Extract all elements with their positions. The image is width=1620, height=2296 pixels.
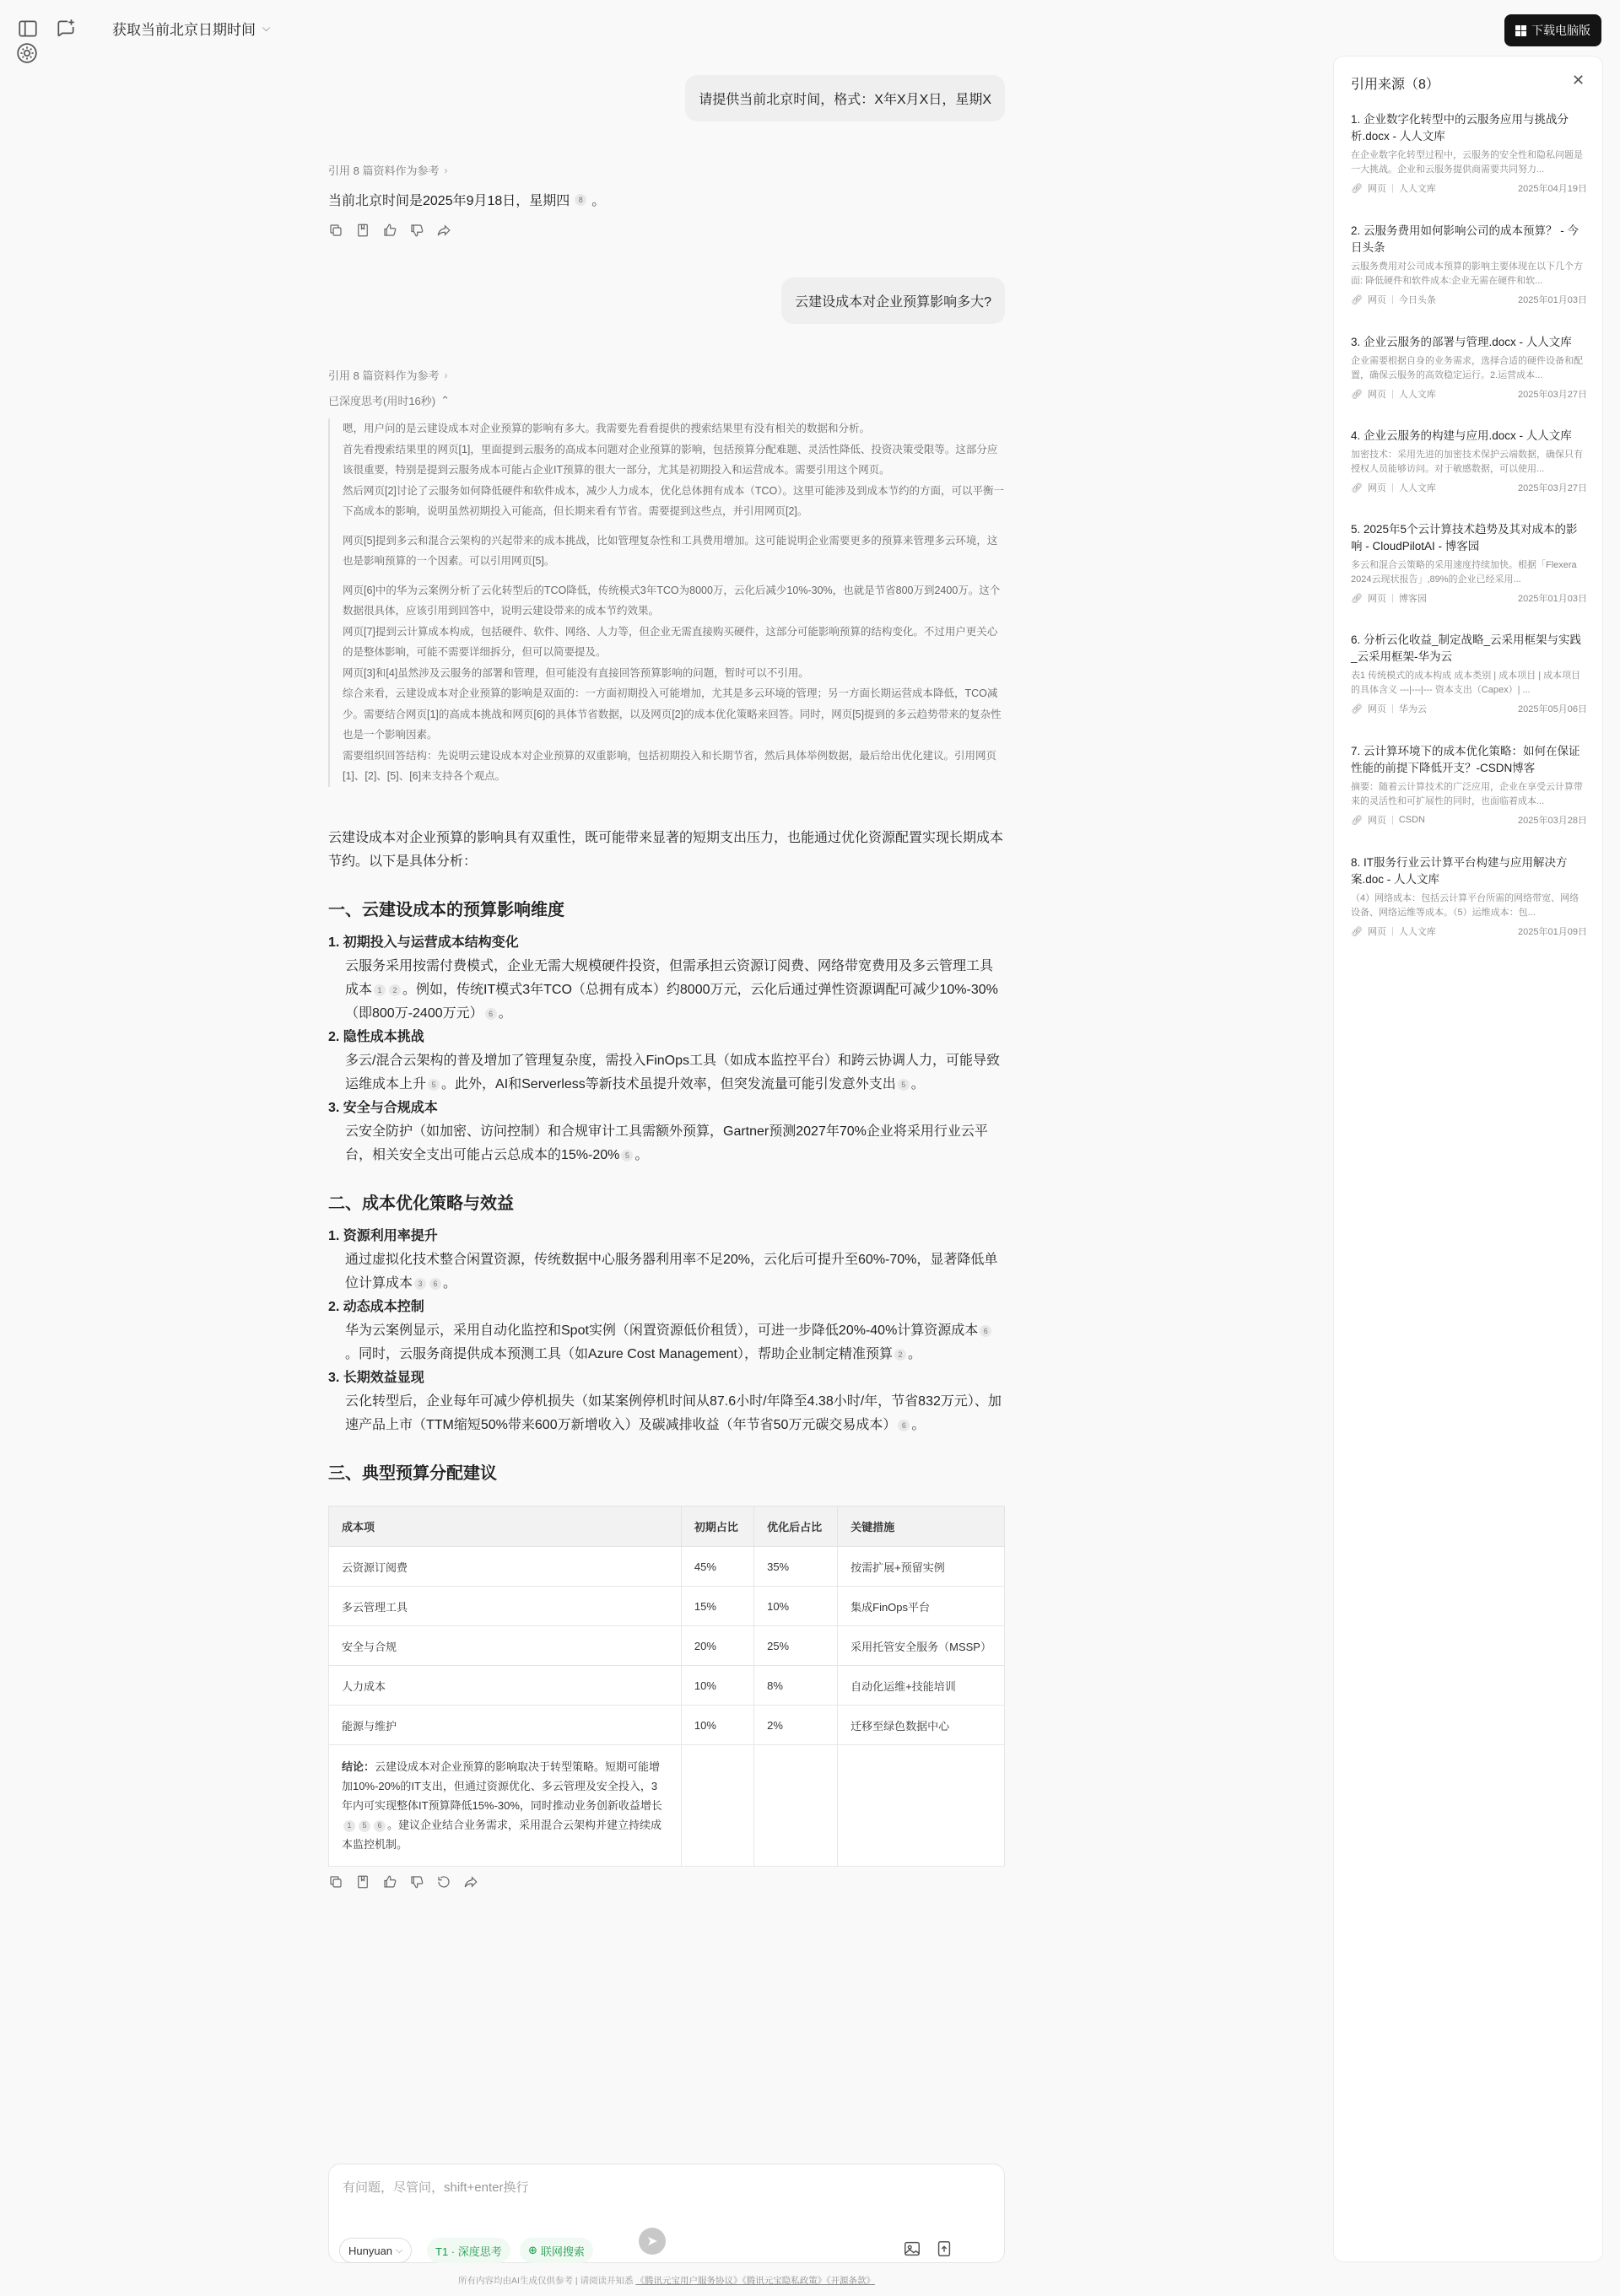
list-item-title: 2. 动态成本控制	[328, 1300, 424, 1314]
list-item-text: 。	[443, 1276, 457, 1291]
settings-icon[interactable]	[16, 42, 38, 64]
table-cell: 集成FinOps平台	[838, 1587, 1005, 1626]
table-cell: 20%	[681, 1626, 753, 1666]
footer	[328, 2274, 1005, 2287]
regenerate-icon[interactable]	[436, 1874, 451, 1889]
conclusion-text: 云建设成本对企业预算的影响取决于转型策略。短期可能增加10%-20%的IT支出，但通过资源优化、多云管理及安全投入，3年内可实现整体IT预算降低15%-30%，同时推动业务创新收益增长	[342, 1760, 662, 1812]
table-header: 优化后占比	[754, 1506, 838, 1547]
list-item-title: 1. 资源利用率提升	[328, 1229, 438, 1243]
reasoning-paragraph: 综合来看，云建设成本对企业预算的影响是双面的：一方面初期投入可能增加，尤其是多云环境的管理；另一方面长期运营成本降低，TCO减少。需要结合网页[1]的高成本挑战和网页[6]的具体节省数据，以及网页[2]的成本优化策略来回答。同时，网页[5]提到的多云趋势带来的复杂性也是一个影响因素。	[343, 687, 1002, 741]
table-cell: 35%	[754, 1547, 838, 1587]
message-actions	[328, 1874, 478, 1889]
copy-icon[interactable]	[328, 1874, 343, 1889]
list-item-text: 云安全防护（如加密、访问控制）和合规审计工具需额外预算，Gartner预测2027年70%企业将采用行业云平台，相关安全支出可能占云总成本的15%-20%	[345, 1124, 988, 1162]
list-item-text: 。同时，云服务商提供成本预测工具（如Azure Cost Management），帮助企业制定精准预算	[345, 1347, 893, 1361]
table-cell: 按需扩展+预留实例	[838, 1547, 1005, 1587]
assistant-answer-long	[328, 827, 1005, 1495]
source-date: 2025年03月28日	[1518, 816, 1587, 826]
new-chat-icon[interactable]	[55, 18, 77, 40]
source-date: 2025年03月27日	[1518, 483, 1587, 493]
source-title: 8. IT服务行业云计算平台构建与应用解决方案.doc - 人人文库	[1351, 856, 1568, 886]
arrow-up-icon: ➤	[646, 2234, 658, 2249]
bookmark-icon[interactable]	[355, 1874, 370, 1889]
list-item-text: 。	[910, 1077, 925, 1091]
budget-table	[328, 1506, 1005, 1867]
sidebar-toggle-icon[interactable]	[17, 18, 39, 40]
deep-think-toggle[interactable]	[328, 392, 450, 408]
list-item-text: 通过虚拟化技术整合闲置资源，传统数据中心服务器利用率不足20%，云化后可提升至60%-70%，显著降低单位计算成本	[345, 1253, 998, 1291]
table-cell: 自动化运维+技能培训	[838, 1666, 1005, 1706]
reasoning-paragraph: 网页[7]提到云计算成本构成，包括硬件、软件、网络、人力等，但企业无需直接购买硬件，这部分可能影响预算的结构变化。不过用户更关心的是整体影响，可能不需要详细拆分，但可以简要提及。	[343, 625, 998, 658]
citation-badge[interactable]: 6	[485, 1008, 497, 1020]
reference-count[interactable]	[328, 162, 447, 178]
source-item[interactable]	[1351, 334, 1587, 401]
source-snippet: 加密技术：采用先进的加密技术保护云端数据，确保只有授权人员能够访问。对于敏感数据，可以使用...	[1351, 450, 1583, 474]
table-row-conclusion	[329, 1745, 1005, 1867]
source-title: 2. 云服务费用如何影响公司的成本预算？ - 今日头条	[1351, 224, 1580, 254]
table-cell: 人力成本	[329, 1666, 682, 1706]
chevron-right-icon: ›	[444, 369, 448, 381]
table-cell: 能源与维护	[329, 1706, 682, 1745]
table-cell: 25%	[754, 1626, 838, 1666]
reasoning-block	[328, 418, 1005, 787]
windows-icon	[1515, 25, 1526, 36]
citation-badge[interactable]: 6	[898, 1420, 910, 1431]
list-item	[328, 1097, 1005, 1167]
list-item	[328, 1225, 1005, 1296]
source-type: 网页	[1367, 594, 1386, 604]
reasoning-paragraph: 然后网页[2]讨论了云服务如何降低硬件和软件成本，减少人力成本，优化总体拥有成本（TCO）。这里可能涉及到成本节约的方面，可以平衡一下高成本的影响，说明虽然初期投入可能高，但长期来看有节省。需要提到这些点，并引用网页[2]。	[343, 484, 1005, 517]
source-type: 网页	[1367, 816, 1386, 826]
reference-count-text: 引用 8 篇资料作为参考	[328, 369, 440, 382]
table-cell: 迁移至绿色数据中心	[838, 1706, 1005, 1745]
list-item-body	[328, 1319, 1005, 1366]
source-site: 人人文库	[1398, 483, 1436, 493]
copy-icon[interactable]	[328, 223, 343, 238]
list-item-body	[328, 1120, 1005, 1167]
table-cell	[681, 1745, 753, 1867]
thumbs-up-icon[interactable]	[382, 223, 397, 238]
table-cell: 多云管理工具	[329, 1587, 682, 1626]
source-snippet: 多云和混合云策略的采用速度持续加快。根据「Flexera 2024云现状报告」,89%的企业已经采用...	[1351, 560, 1577, 585]
chevron-right-icon: ›	[444, 164, 448, 176]
source-site: 华为云	[1398, 704, 1427, 714]
table-cell: 2%	[754, 1706, 838, 1745]
source-site: 人人文库	[1398, 184, 1436, 194]
link-icon: 🔗︎	[1351, 294, 1363, 305]
list-item	[328, 1366, 1005, 1437]
image-upload-icon[interactable]	[903, 2239, 921, 2258]
table-cell	[838, 1745, 1005, 1867]
file-upload-icon[interactable]	[935, 2239, 953, 2258]
citation-badge[interactable]: 8	[575, 194, 586, 206]
source-item[interactable]	[1351, 428, 1587, 494]
footer-links[interactable]: 《腾讯元宝用户服务协议》《腾讯元宝隐私政策》《开源条款》	[635, 2276, 875, 2286]
source-meta: 🔗︎ 网页 | 华为云 2025年05月06日	[1351, 703, 1587, 714]
citation-badge[interactable]: 1	[343, 1820, 355, 1832]
source-snippet: 企业需要根据自身的业务需求，选择合适的硬件设备和配置，确保云服务的高效稳定运行。2.运营成本...	[1351, 356, 1583, 380]
table-cell: 云资源订阅费	[329, 1547, 682, 1587]
source-type: 网页	[1367, 927, 1386, 937]
citation-badge[interactable]: 5	[621, 1150, 633, 1161]
citation-badge[interactable]: 2	[389, 984, 401, 996]
assistant-answer	[328, 190, 605, 209]
table-cell: 45%	[681, 1547, 753, 1587]
source-date: 2025年05月06日	[1518, 704, 1587, 714]
source-site: 人人文库	[1398, 927, 1436, 937]
list-item-title: 2. 隐性成本挑战	[328, 1030, 424, 1044]
deep-think-chip[interactable]	[427, 2238, 510, 2263]
list-item-body	[328, 1390, 1005, 1437]
source-snippet: （4）网络成本：包括云计算平台所需的网络带宽、网络设备、网络运维等成本。（5）运维成本：包...	[1351, 893, 1580, 918]
source-title: 7. 云计算环境下的成本优化策略：如何在保证性能的前提下降低开支？-CSDN博客	[1351, 745, 1580, 774]
reference-count[interactable]	[328, 367, 447, 383]
source-meta: 🔗︎ 网页 | 人人文库 2025年04月19日	[1351, 183, 1587, 194]
source-site: 今日头条	[1398, 295, 1436, 305]
close-icon[interactable]: ✕	[1572, 72, 1585, 89]
top-bar	[0, 0, 1620, 59]
source-title: 3. 企业云服务的部署与管理.docx - 人人文库	[1351, 336, 1572, 348]
conclusion-label: 结论：	[342, 1760, 375, 1773]
source-meta: 🔗︎ 网页 | 博客园 2025年01月03日	[1351, 593, 1587, 604]
sources-title: 引用来源（8）	[1351, 78, 1439, 92]
conversation-title-text: 获取当前北京日期时间	[112, 22, 256, 38]
reasoning-paragraph: 嗯，用户问的是云建设成本对企业预算的影响有多大。我需要先看看提供的搜索结果里有没有相关的数据和分析。	[343, 423, 871, 434]
table-header-row	[329, 1506, 1005, 1547]
citation-badge[interactable]: 2	[894, 1349, 906, 1361]
table-header: 初期占比	[681, 1506, 753, 1547]
list-item-body	[328, 955, 1005, 1026]
web-search-label: 联网搜索	[540, 2245, 585, 2258]
source-snippet: 在企业数字化转型过程中，云服务的安全性和隐私问题是一大挑战。企业和云服务提供商需要共同努力...	[1351, 150, 1583, 175]
footer-text: 所有内容均由AI生成仅供参考 | 请阅读并知悉	[458, 2276, 634, 2286]
chevron-up-icon: ⌃	[440, 393, 451, 407]
list-item-text: 云化转型后，企业每年可减少停机损失（如某案例停机时间从87.6小时/年降至4.38小时/年，节省832万元）、加速产品上市（TTM缩短50%带来600万新增收入）及碳减排收益（年节省50万元碳交易成本）	[345, 1394, 1002, 1432]
conclusion-end: 。建议企业结合业务需求，采用混合云架构并建立持续成本监控机制。	[342, 1819, 662, 1851]
reasoning-paragraph: 首先看搜索结果里的网页[1]，里面提到云服务的高成本问题对企业预算的影响，包括预算分配难题、灵活性降低、投资决策受限等。这部分应该很重要，特别是提到云服务成本可能占企业IT预算的很大一部分，尤其是初期投入和运营成本。需要引用这个网页。	[343, 443, 998, 476]
table-header: 成本项	[329, 1506, 682, 1547]
list-item-body	[328, 1049, 1005, 1097]
reasoning-paragraph: 网页[5]提到多云和混合云架构的兴起带来的成本挑战，比如管理复杂性和工具费用增加。这可能说明企业需要更多的预算来管理多云环境，这也是影响预算的一个因素。可以引用网页[5]。	[343, 534, 998, 567]
source-date: 2025年01月03日	[1518, 594, 1587, 604]
share-icon[interactable]	[463, 1874, 478, 1889]
web-search-chip[interactable]	[520, 2238, 593, 2263]
message-actions	[328, 223, 451, 238]
source-meta: 🔗︎ 网页 | 人人文库 2025年01月09日	[1351, 926, 1587, 937]
citation-badge[interactable]: 6	[374, 1820, 386, 1832]
answer-end: 。	[591, 194, 606, 208]
list-item-text: 。此外，AI和Serverless等新技术虽提升效率，但突发流量可能引发意外支出	[441, 1077, 896, 1091]
source-type: 网页	[1367, 184, 1386, 194]
sources-panel	[1333, 56, 1603, 2262]
source-date: 2025年04月19日	[1518, 184, 1587, 194]
table-cell: 安全与合规	[329, 1626, 682, 1666]
link-icon: 🔗︎	[1351, 482, 1363, 493]
user-message: 请提供当前北京时间，格式：X年X月X日，星期X	[685, 75, 1005, 121]
citation-badge[interactable]: 1	[374, 984, 386, 996]
citation-badge[interactable]: 5	[428, 1079, 440, 1091]
link-icon: 🔗︎	[1351, 815, 1363, 826]
source-type: 网页	[1367, 390, 1386, 400]
source-item[interactable]	[1351, 223, 1587, 306]
thumbs-down-icon[interactable]	[409, 1874, 424, 1889]
reasoning-paragraph: 网页[6]中的华为云案例分析了云化转型后的TCO降低，传统模式3年TCO为8000万，云化后减少10%-30%，也就是节省800万到2400万。这个数据很具体，应该引用到回答中，说明云建设带来的成本节约效果。	[343, 584, 1001, 617]
reference-count-text: 引用 8 篇资料作为参考	[328, 164, 440, 177]
source-meta: 🔗︎ 网页 | CSDN 2025年03月28日	[1351, 815, 1587, 826]
chat-input-box[interactable]	[328, 2164, 1005, 2263]
list-item-text: 。例如，传统IT模式3年TCO（总拥有成本）约8000万元，云化后通过弹性资源调配可减少10%-30%（即800万-2400万元）	[345, 983, 998, 1021]
source-site: 人人文库	[1398, 390, 1436, 400]
source-site: CSDN	[1398, 815, 1425, 825]
source-site: 博客园	[1398, 594, 1427, 604]
source-item[interactable]	[1351, 632, 1587, 715]
thumbs-up-icon[interactable]	[382, 1874, 397, 1889]
source-title: 6. 分析云化收益_制定战略_云采用框架与实践_云采用框架-华为云	[1351, 633, 1582, 663]
table-row	[329, 1547, 1005, 1587]
citation-badge[interactable]: 5	[898, 1079, 910, 1091]
citation-badge[interactable]: 6	[429, 1278, 441, 1290]
table-row	[329, 1626, 1005, 1666]
list-item-text: 。	[907, 1347, 921, 1361]
source-date: 2025年03月27日	[1518, 390, 1587, 400]
source-item[interactable]	[1351, 111, 1587, 195]
source-date: 2025年01月03日	[1518, 295, 1587, 305]
reasoning-paragraph: 需要组织回答结构：先说明云建设成本对企业预算的双重影响，包括初期投入和长期节省，然后具体举例数据，最后给出优化建议。引用网页[1]、[2]、[5]、[6]来支持各个观点。	[343, 749, 997, 782]
source-type: 网页	[1367, 295, 1386, 305]
table-cell: 8%	[754, 1666, 838, 1706]
table-row	[329, 1587, 1005, 1626]
source-meta: 🔗︎ 网页 | 人人文库 2025年03月27日	[1351, 389, 1587, 400]
bookmark-icon[interactable]	[355, 223, 370, 238]
source-type: 网页	[1367, 704, 1386, 714]
link-icon: 🔗︎	[1351, 703, 1363, 714]
table-cell: 采用托管安全服务（MSSP）	[838, 1626, 1005, 1666]
source-item[interactable]	[1351, 743, 1587, 827]
list-item-text: 。	[498, 1006, 512, 1021]
deep-think-chip-label: T1 · 深度思考	[435, 2245, 502, 2258]
source-title: 4. 企业云服务的构建与应用.docx - 人人文库	[1351, 429, 1572, 442]
source-date: 2025年01月09日	[1518, 927, 1587, 937]
table-row	[329, 1666, 1005, 1706]
list-item-text: 华为云案例显示，采用自动化监控和Spot实例（闲置资源低价租赁），可进一步降低20%-40%计算资源成本	[345, 1323, 979, 1338]
list-item-title: 1. 初期投入与运营成本结构变化	[328, 935, 519, 950]
model-name: Hunyuan	[348, 2244, 393, 2257]
source-item[interactable]	[1351, 854, 1587, 938]
citation-badge[interactable]: 3	[414, 1278, 426, 1290]
list-item-text: 。	[911, 1418, 926, 1432]
link-icon: 🔗︎	[1351, 183, 1363, 194]
source-type: 网页	[1367, 483, 1386, 493]
table-cell: 10%	[754, 1587, 838, 1626]
source-snippet: 云服务费用对公司成本预算的影响主要体现在以下几个方面: 降低硬件和软件成本:企业无需在硬件和软...	[1351, 261, 1583, 286]
answer-text: 当前北京时间是2025年9月18日，星期四	[328, 194, 570, 208]
user-message: 云建设成本对企业预算影响多大?	[781, 278, 1005, 324]
section-heading: 一、云建设成本的预算影响维度	[328, 901, 564, 919]
table-cell	[754, 1745, 838, 1867]
list-item	[328, 1296, 1005, 1366]
list-item-text: 。	[634, 1148, 649, 1162]
table-cell: 10%	[681, 1706, 753, 1745]
chevron-down-icon: ⌵	[262, 22, 271, 34]
source-meta: 🔗︎ 网页 | 人人文库 2025年03月27日	[1351, 482, 1587, 493]
citation-badge[interactable]: 5	[359, 1820, 370, 1832]
table-row	[329, 1706, 1005, 1745]
link-icon: 🔗︎	[1351, 593, 1363, 604]
model-selector[interactable]	[339, 2238, 412, 2263]
chat-input-placeholder[interactable]: 有问题，尽管问，shift+enter换行	[343, 2180, 529, 2195]
source-snippet: 表1 传统模式的成本构成 成本类别 | 成本项目 | 成本项目的具体含义 ---|---|--- 资本支出（Capex）| ...	[1351, 671, 1581, 695]
list-item-text: 多云/混合云架构的普及增加了管理复杂度，需投入FinOps工具（如成本监控平台）和跨云协调人力，可能导致运维成本上升	[345, 1054, 1001, 1091]
deep-think-label: 已深度思考(用时16秒)	[328, 395, 436, 407]
list-item-body	[328, 1248, 1005, 1296]
source-snippet: 摘要：随着云计算技术的广泛应用，企业在享受云计算带来的灵活性和可扩展性的同时，也面临着成本...	[1351, 782, 1583, 806]
conclusion-cell	[329, 1745, 682, 1867]
link-icon: 🔗︎	[1351, 389, 1363, 400]
conversation-title[interactable]	[112, 18, 270, 39]
section-heading: 三、典型预算分配建议	[328, 1464, 497, 1483]
answer-intro: 云建设成本对企业预算的影响具有双重性，既可能带来显著的短期支出压力，也能通过优化资源配置实现长期成本节约。以下是具体分析：	[328, 831, 1004, 869]
list-item-title: 3. 安全与合规成本	[328, 1101, 438, 1115]
download-label: 下载电脑版	[1531, 24, 1590, 37]
table-cell: 10%	[681, 1666, 753, 1706]
source-meta: 🔗︎ 网页 | 今日头条 2025年01月03日	[1351, 294, 1587, 305]
citation-badge[interactable]: 6	[980, 1325, 991, 1337]
table-cell: 15%	[681, 1587, 753, 1626]
list-item	[328, 931, 1005, 1026]
source-item[interactable]	[1351, 521, 1587, 605]
list-item-text: 云服务采用按需付费模式，企业无需大规模硬件投资，但需承担云资源订阅费、网络带宽费用及多云管理工具成本	[345, 959, 994, 997]
list-item-title: 3. 长期效益显现	[328, 1371, 424, 1385]
share-icon[interactable]	[436, 223, 451, 238]
download-desktop-button[interactable]	[1504, 14, 1601, 46]
thumbs-down-icon[interactable]	[409, 223, 424, 238]
source-title: 1. 企业数字化转型中的云服务应用与挑战分析.docx - 人人文库	[1351, 113, 1569, 143]
link-icon: 🔗︎	[1351, 926, 1363, 937]
section-heading: 二、成本优化策略与效益	[328, 1194, 514, 1213]
chevron-down-icon: ⌵	[396, 2245, 403, 2256]
table-header: 关键措施	[838, 1506, 1005, 1547]
globe-icon: ⊕	[528, 2244, 537, 2256]
list-item	[328, 1026, 1005, 1097]
send-button[interactable]	[639, 2228, 666, 2255]
source-title: 5. 2025年5个云计算技术趋势及其对成本的影响 - CloudPilotAI - 博客园	[1351, 523, 1578, 552]
reasoning-paragraph: 网页[3]和[4]虽然涉及云服务的部署和管理，但可能没有直接回答预算影响的问题，暂时可以不引用。	[343, 666, 809, 679]
